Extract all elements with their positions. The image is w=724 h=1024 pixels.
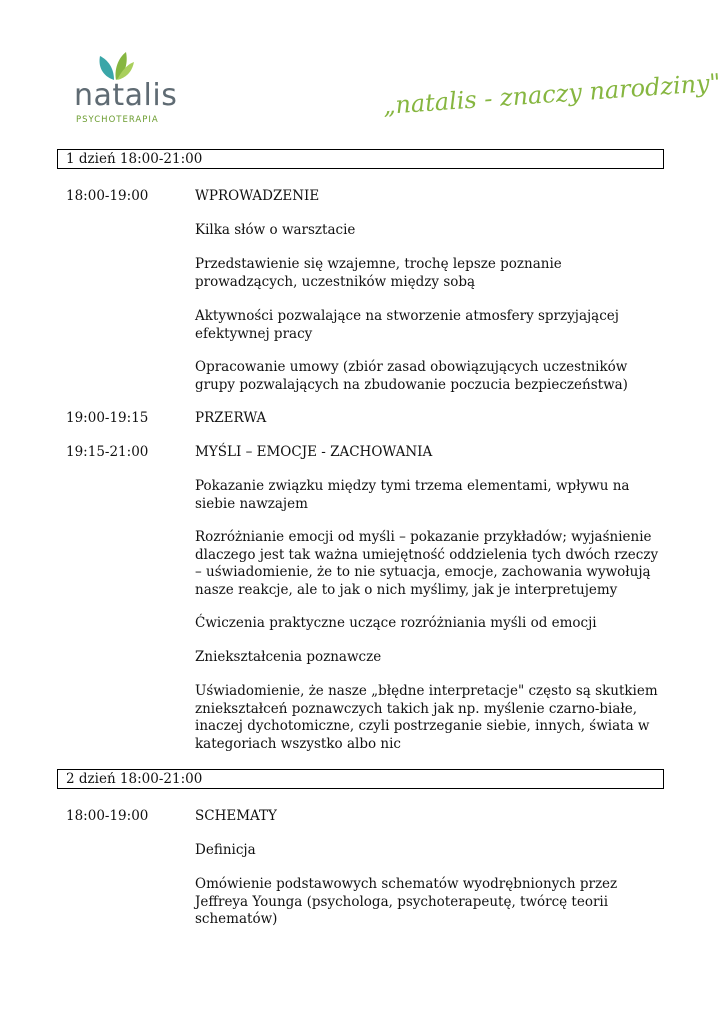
day1-header: 1 dzień 18:00-21:00 xyxy=(57,149,664,169)
tagline: „natalis - znaczy narodziny" xyxy=(382,68,722,120)
row-text: Pokazanie związku między tymi trzema elementami, wpływu na siebie nawzajem xyxy=(195,478,630,512)
row-text: Kilka słów o warsztacie xyxy=(195,222,356,238)
row-text: MYŚLI – EMOCJE - ZACHOWANIA xyxy=(195,444,433,460)
leaf-logo-icon xyxy=(96,48,136,82)
row-text: Aktywności pozwalające na stworzenie atmosfery sprzyjającej efektywnej pracy xyxy=(195,308,619,342)
row-text: Uświadomienie, że nasze „błędne interpretacje" często są skutkiem zniekształceń poznawczych takich jak np. myślenie czarno-białe, inaczej dychotomiczne, czyli postrzeganie siebie, innych, świata w kategoriach wszystko albo nic xyxy=(195,683,658,752)
logo-subtitle: PSYCHOTERAPIA xyxy=(76,115,159,125)
row-text: Rozróżnianie emocji od myśli – pokazanie przykładów; wyjaśnienie dlaczego jest tak ważna umiejętność oddzielenia tych dwóch rzeczy – uświadomienie, że to nie sytuacja, emocje, zachowania wywołują nasze reakcje, ale to jak o nich myślimy, jak je interpretujemy xyxy=(195,529,659,598)
row-text: Omówienie podstawowych schematów wyodrębnionych przez Jeffreya Younga (psychologa, psychoterapeutę, twórcę teorii schematów) xyxy=(195,876,618,927)
row-text: Opracowanie umowy (zbiór zasad obowiązujących uczestników grupy pozwalających na zbudowanie poczucia bezpieczeństwa) xyxy=(195,359,628,393)
logo-wordmark: natalis xyxy=(74,78,178,113)
row-time: 18:00-19:00 xyxy=(66,188,149,204)
row-time: 19:15-21:00 xyxy=(66,444,149,460)
row-text: Zniekształcenia poznawcze xyxy=(195,649,382,665)
row-time: 19:00-19:15 xyxy=(66,410,149,426)
row-text: WPROWADZENIE xyxy=(195,188,320,204)
row-text: Przedstawienie się wzajemne, trochę lepsze poznanie prowadzących, uczestników między sobą xyxy=(195,256,562,290)
row-text: Ćwiczenia praktyczne uczące rozróżniania myśli od emocji xyxy=(195,615,597,631)
row-text: PRZERWA xyxy=(195,410,267,426)
row-time: 18:00-19:00 xyxy=(66,808,149,824)
row-text: Definicja xyxy=(195,842,256,858)
day2-header: 2 dzień 18:00-21:00 xyxy=(57,769,664,789)
row-text: SCHEMATY xyxy=(195,808,277,824)
natalis-logo xyxy=(72,48,178,128)
